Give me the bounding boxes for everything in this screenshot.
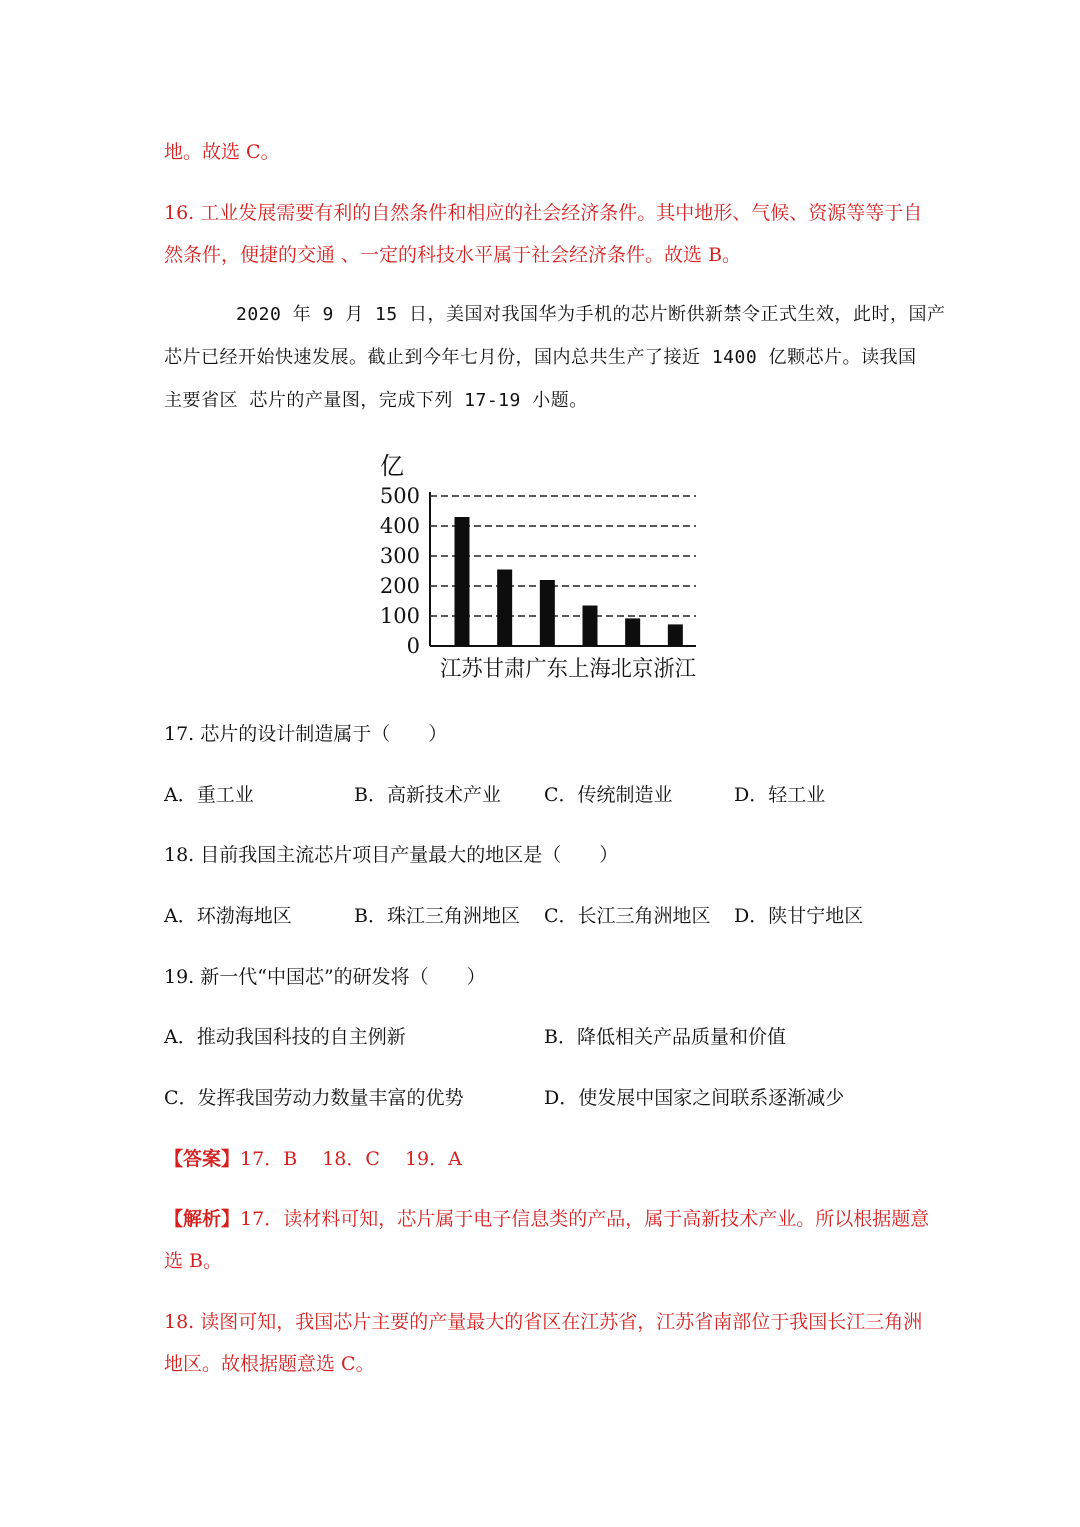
y-tick-label-500: 500 <box>379 484 420 508</box>
q19-option-c[interactable]: C．发挥我国劳动力数量丰富的优势 <box>164 1087 464 1109</box>
q17-option-b[interactable]: B．高新技术产业 <box>354 784 501 806</box>
analysis-text-1: 17．读材料可知，芯片属于电子信息类的产品，属于高新技术产业。所以根据题意 <box>240 1208 930 1230</box>
prev-answer: 地。故选 C。 <box>164 141 280 163</box>
q18-option-c[interactable]: C．长江三角洲地区 <box>544 905 711 927</box>
chip-output-bar-chart <box>360 448 710 688</box>
bar-浙江 <box>668 624 683 646</box>
q19-option-a[interactable]: A．推动我国科技的自主例新 <box>164 1026 406 1048</box>
bar-广东 <box>540 580 555 646</box>
q19-option-b[interactable]: B．降低相关产品质量和价值 <box>544 1026 786 1048</box>
q17-option-d[interactable]: D．轻工业 <box>734 784 826 806</box>
bar-上海 <box>583 606 598 647</box>
q16-explanation-line2: 然条件，便捷的交通 、一定的科技水平属于社会经济条件。故选 B。 <box>164 244 742 266</box>
y-tick-label-200: 200 <box>379 574 420 598</box>
analysis-line1 <box>164 1206 929 1232</box>
y-tick-label-0: 0 <box>406 634 420 658</box>
q17-stem: 17. 芯片的设计制造属于（ ） <box>164 723 448 745</box>
answer-tag: 【答案】 <box>164 1148 241 1170</box>
q16-explanation-line1: 16. 工业发展需要有利的自然条件和相应的社会经济条件。其中地形、气候、资源等等于自 <box>164 202 923 224</box>
x-category-labels: 江苏甘肃广东上海北京浙江 <box>440 657 696 682</box>
passage-line1: 2020 年 9 月 15 日，美国对我国华为手机的芯片断供新禁令正式生效，此时，国产 <box>236 304 946 325</box>
q18-stem: 18. 目前我国主流芯片项目产量最大的地区是（ ） <box>164 844 619 866</box>
y-tick-label-100: 100 <box>379 604 420 628</box>
analysis-tag: 【解析】 <box>164 1208 241 1230</box>
analysis-line4: 地区。故根据题意选 C。 <box>164 1353 375 1375</box>
q17-option-c[interactable]: C．传统制造业 <box>544 784 673 806</box>
q18-option-d[interactable]: D．陕甘宁地区 <box>734 905 864 927</box>
q17-option-a[interactable]: A．重工业 <box>164 784 254 806</box>
answer-text: 17．B 18．C 19．A <box>240 1148 462 1170</box>
q19-stem: 19. 新一代“中国芯”的研发将（ ） <box>164 966 486 988</box>
analysis-line3: 18. 读图可知，我国芯片主要的产量最大的省区在江苏省，江苏省南部位于我国长江三角洲 <box>164 1311 923 1333</box>
bar-北京 <box>625 618 640 646</box>
y-tick-label-400: 400 <box>379 514 420 538</box>
passage-line3: 主要省区 芯片的产量图，完成下列 17-19 小题。 <box>164 390 588 411</box>
q19-option-d[interactable]: D．使发展中国家之间联系逐渐减少 <box>544 1087 845 1109</box>
q18-option-b[interactable]: B．珠江三角洲地区 <box>354 905 520 927</box>
analysis-line2: 选 B。 <box>164 1250 223 1272</box>
answer-line <box>164 1146 462 1172</box>
y-axis-unit-label: 亿 <box>380 452 404 480</box>
y-tick-label-300: 300 <box>379 544 420 568</box>
bar-甘肃 <box>497 570 512 647</box>
passage-line2: 芯片已经开始快速发展。截止到今年七月份，国内总共生产了接近 1400 亿颗芯片。读我国 <box>164 347 917 368</box>
q18-option-a[interactable]: A．环渤海地区 <box>164 905 292 927</box>
bar-江苏 <box>455 517 470 646</box>
